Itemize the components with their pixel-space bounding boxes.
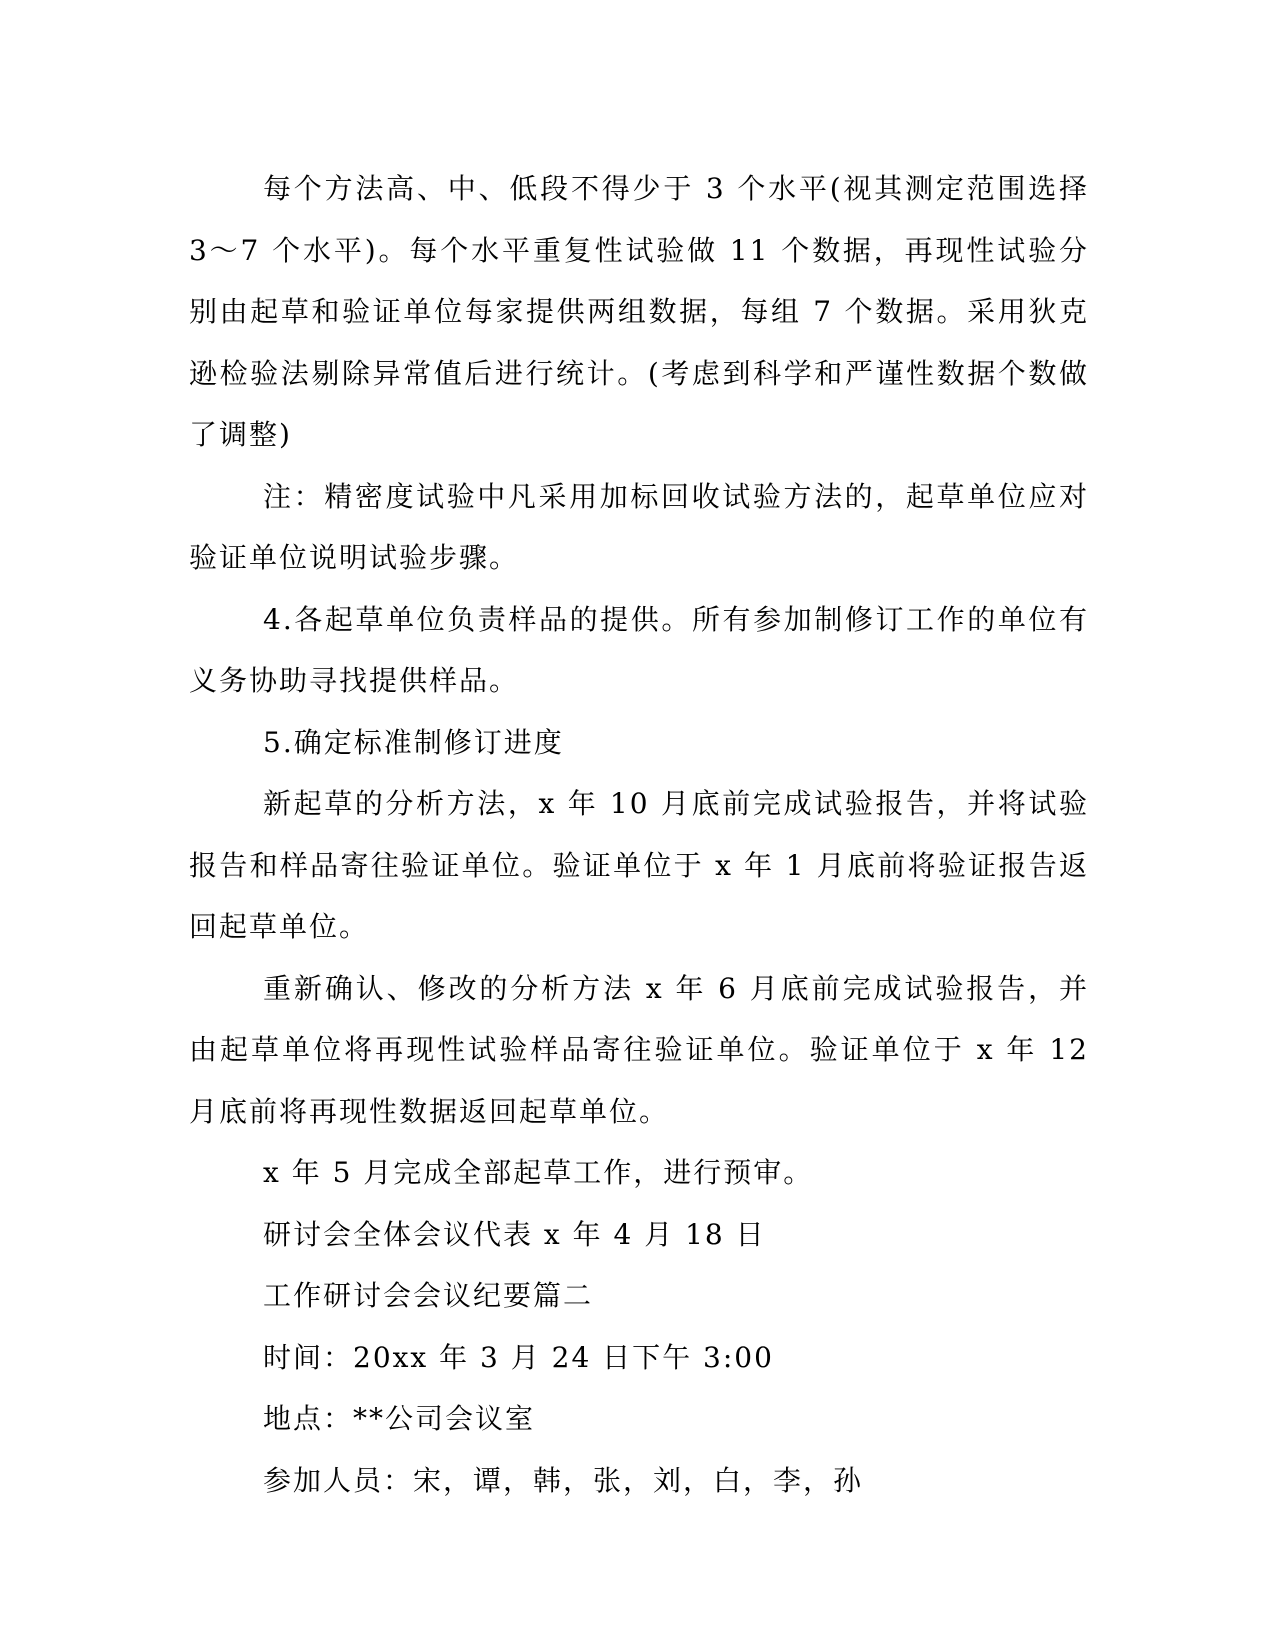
- paragraph-revised-methods: 重新确认、修改的分析方法 x 年 6 月底前完成试验报告，并由起草单位将再现性试验样品寄往验证单位。验证单位于 x 年 12 月底前将再现性数据返回起草单位。: [189, 971, 1089, 1128]
- paragraph-schedule-heading: 5.确定标准制修订进度: [263, 725, 564, 759]
- paragraph-drafting-complete: x 年 5 月完成全部起草工作，进行预审。: [263, 1156, 814, 1189]
- paragraph-note: 注：精密度试验中凡采用加标回收试验方法的，起草单位应对验证单位说明试验步骤。: [189, 479, 1089, 574]
- paragraph-sample-provision: 4.各起草单位负责样品的提供。所有参加制修订工作的单位有义务协助寻找提供样品。: [189, 602, 1089, 697]
- meeting-attendees: 参加人员：宋，谭，韩，张，刘，白，李，孙: [263, 1463, 864, 1497]
- paragraph-new-methods: 新起草的分析方法，x 年 10 月底前完成试验报告，并将试验报告和样品寄往验证单位。验证单位于 x 年 1 月底前将验证报告返回起草单位。: [189, 787, 1089, 943]
- document-body: [189, 158, 1089, 1511]
- meeting-location: 地点：**公司会议室: [263, 1402, 536, 1435]
- section-title: 工作研讨会会议纪要篇二: [263, 1279, 594, 1312]
- paragraph-precision-levels: 每个方法高、中、低段不得少于 3 个水平(视其测定范围选择 3～7 个水平)。每个水平重复性试验做 11 个数据，再现性试验分别由起草和验证单位每家提供两组数据，每组 7 个数据。采用狄克逊检验法剔除异常值后进行统计。(考虑到科学和严谨性数据个数做了调整): [189, 172, 1089, 451]
- meeting-time: 时间：20xx 年 3 月 24 日下午 3:00: [263, 1340, 774, 1374]
- paragraph-signature: 研讨会全体会议代表 x 年 4 月 18 日: [263, 1217, 766, 1251]
